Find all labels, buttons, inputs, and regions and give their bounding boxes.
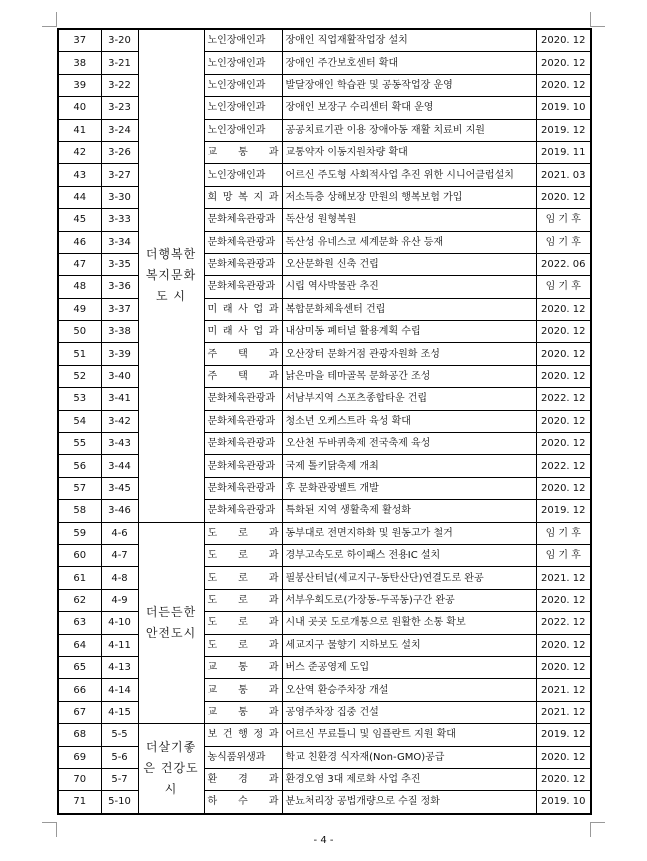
task-cell: 장애인 직업재활작업장 설치 <box>282 29 536 52</box>
table-row <box>58 544 591 566</box>
department-cell: 문화체육관광과 <box>204 433 282 455</box>
pledge-code: 3-27 <box>101 164 138 186</box>
task-cell: 독산성 원형복원 <box>282 209 536 231</box>
task-cell: 공영주차장 집중 건설 <box>282 701 536 723</box>
pledge-code: 4-7 <box>101 544 138 566</box>
task-cell: 저소득층 상해보장 만원의 행복보험 가입 <box>282 186 536 208</box>
department-cell: 교 통 과 <box>204 656 282 678</box>
table-row <box>58 746 591 768</box>
table-row <box>58 433 591 455</box>
department-cell: 문화체육관광과 <box>204 500 282 522</box>
row-number: 66 <box>58 679 101 701</box>
pledge-code: 3-37 <box>101 298 138 320</box>
department-cell: 희 망 복 지 과 <box>204 186 282 208</box>
department-cell: 문화체육관광과 <box>204 410 282 432</box>
task-cell: 서남부지역 스포츠종합타운 건립 <box>282 388 536 410</box>
task-cell: 복합문화체육센터 건립 <box>282 298 536 320</box>
row-number: 45 <box>58 209 101 231</box>
table-row <box>58 768 591 790</box>
task-cell: 오산역 환승주차장 개설 <box>282 679 536 701</box>
pledge-code: 3-33 <box>101 209 138 231</box>
table-row <box>58 500 591 522</box>
table-row <box>58 455 591 477</box>
department-cell: 문화체육관광과 <box>204 477 282 499</box>
completion-date: 2019. 12 <box>536 500 591 522</box>
row-number: 55 <box>58 433 101 455</box>
task-cell: 어르신 무료틀니 및 임플란트 지원 확대 <box>282 724 536 746</box>
pledge-code: 3-45 <box>101 477 138 499</box>
task-cell: 내삼미동 폐터널 활용계획 수립 <box>282 321 536 343</box>
row-number: 38 <box>58 52 101 74</box>
row-number: 69 <box>58 746 101 768</box>
department-cell: 도 로 과 <box>204 544 282 566</box>
completion-date: 2020. 12 <box>536 656 591 678</box>
department-cell: 노인장애인과 <box>204 119 282 141</box>
row-number: 52 <box>58 365 101 387</box>
department-cell: 노인장애인과 <box>204 74 282 96</box>
task-cell: 오산장터 문화거점 관광자원화 조성 <box>282 343 536 365</box>
task-cell: 낡은마을 테마골목 문화공간 조성 <box>282 365 536 387</box>
task-cell: 공공치료기관 이용 장애아동 재활 치료비 지원 <box>282 119 536 141</box>
pledge-code: 4-15 <box>101 701 138 723</box>
table-row <box>58 141 591 163</box>
completion-date: 임 기 후 <box>536 276 591 298</box>
pledge-code: 3-39 <box>101 343 138 365</box>
task-cell: 시립 역사박물관 추진 <box>282 276 536 298</box>
page-number: - 4 - <box>313 835 334 846</box>
department-cell: 노인장애인과 <box>204 52 282 74</box>
row-number: 53 <box>58 388 101 410</box>
task-cell: 국제 톨키닭축제 개최 <box>282 455 536 477</box>
table-row <box>58 97 591 119</box>
pledge-code: 3-44 <box>101 455 138 477</box>
row-number: 39 <box>58 74 101 96</box>
pledge-code: 5-6 <box>101 746 138 768</box>
department-cell: 도 로 과 <box>204 567 282 589</box>
completion-date: 2020. 12 <box>536 343 591 365</box>
row-number: 64 <box>58 634 101 656</box>
table-row <box>58 612 591 634</box>
row-number: 41 <box>58 119 101 141</box>
category-cell: 더살기좋은 건강도시 <box>138 724 204 814</box>
pledge-table-body <box>58 29 591 814</box>
table-row <box>58 365 591 387</box>
department-cell: 미 래 사 업 과 <box>204 321 282 343</box>
table-row <box>58 701 591 723</box>
task-cell: 발달장애인 학습관 및 공동작업장 운영 <box>282 74 536 96</box>
completion-date: 2021. 12 <box>536 567 591 589</box>
completion-date: 2019. 10 <box>536 97 591 119</box>
completion-date: 2020. 12 <box>536 29 591 52</box>
task-cell: 장애인 주간보호센터 확대 <box>282 52 536 74</box>
completion-date: 2019. 12 <box>536 724 591 746</box>
row-number: 56 <box>58 455 101 477</box>
table-row <box>58 567 591 589</box>
task-cell: 필봉산터널(세교지구-동탄산단)연결도로 완공 <box>282 567 536 589</box>
department-cell: 도 로 과 <box>204 634 282 656</box>
table-row <box>58 724 591 746</box>
row-number: 54 <box>58 410 101 432</box>
department-cell: 교 통 과 <box>204 679 282 701</box>
completion-date: 2019. 12 <box>536 119 591 141</box>
task-cell: 특화된 지역 생활축제 활성화 <box>282 500 536 522</box>
pledge-code: 3-42 <box>101 410 138 432</box>
table-row <box>58 656 591 678</box>
table-row <box>58 29 591 52</box>
task-cell: 장애인 보장구 수리센터 확대 운영 <box>282 97 536 119</box>
completion-date: 2019. 11 <box>536 141 591 163</box>
pledge-table <box>57 28 592 815</box>
crop-mark-top-right <box>590 12 605 27</box>
department-cell: 농식품위생과 <box>204 746 282 768</box>
table-row <box>58 589 591 611</box>
pledge-code: 3-23 <box>101 97 138 119</box>
department-cell: 교 통 과 <box>204 141 282 163</box>
row-number: 59 <box>58 522 101 544</box>
completion-date: 2022. 06 <box>536 253 591 275</box>
row-number: 57 <box>58 477 101 499</box>
completion-date: 2022. 12 <box>536 455 591 477</box>
completion-date: 2020. 12 <box>536 186 591 208</box>
pledge-code: 5-7 <box>101 768 138 790</box>
pledge-code: 3-35 <box>101 253 138 275</box>
completion-date: 2022. 12 <box>536 388 591 410</box>
row-number: 47 <box>58 253 101 275</box>
task-cell: 독산성 유네스코 세계문화 유산 등재 <box>282 231 536 253</box>
row-number: 46 <box>58 231 101 253</box>
department-cell: 문화체육관광과 <box>204 388 282 410</box>
row-number: 68 <box>58 724 101 746</box>
department-cell: 미 래 사 업 과 <box>204 298 282 320</box>
table-row <box>58 74 591 96</box>
pledge-code: 4-9 <box>101 589 138 611</box>
task-cell: 세교지구 물향기 지하보도 설치 <box>282 634 536 656</box>
pledge-code: 3-38 <box>101 321 138 343</box>
table-row <box>58 388 591 410</box>
task-cell: 경부고속도로 하이패스 전용IC 설치 <box>282 544 536 566</box>
row-number: 37 <box>58 29 101 52</box>
task-cell: 버스 준공영제 도입 <box>282 656 536 678</box>
pledge-code: 4-6 <box>101 522 138 544</box>
pledge-code: 3-46 <box>101 500 138 522</box>
department-cell: 문화체육관광과 <box>204 209 282 231</box>
completion-date: 2020. 12 <box>536 298 591 320</box>
completion-date: 2020. 12 <box>536 634 591 656</box>
table-row <box>58 119 591 141</box>
department-cell: 환 경 과 <box>204 768 282 790</box>
row-number: 71 <box>58 791 101 814</box>
pledge-code: 3-41 <box>101 388 138 410</box>
task-cell: 학교 친환경 식자재(Non-GMO)공급 <box>282 746 536 768</box>
row-number: 67 <box>58 701 101 723</box>
task-cell: 후 문화관광벨트 개발 <box>282 477 536 499</box>
pledge-code: 3-43 <box>101 433 138 455</box>
task-cell: 청소년 오케스트라 육성 확대 <box>282 410 536 432</box>
row-number: 42 <box>58 141 101 163</box>
task-cell: 동부대로 전면지하화 및 원동고가 철거 <box>282 522 536 544</box>
task-cell: 서부우회도로(가장동-두곡동)구간 완공 <box>282 589 536 611</box>
category-cell: 더행복한 복지문화 도 시 <box>138 29 204 522</box>
crop-mark-top-left <box>42 12 57 27</box>
department-cell: 도 로 과 <box>204 522 282 544</box>
table-row <box>58 52 591 74</box>
completion-date: 2020. 12 <box>536 321 591 343</box>
task-cell: 분뇨처리장 공법개량으로 수질 정화 <box>282 791 536 814</box>
table-row <box>58 522 591 544</box>
completion-date: 임 기 후 <box>536 544 591 566</box>
table-row <box>58 253 591 275</box>
department-cell: 주 택 과 <box>204 343 282 365</box>
table-row <box>58 298 591 320</box>
pledge-code: 3-20 <box>101 29 138 52</box>
table-row <box>58 791 591 814</box>
department-cell: 보 건 행 정 과 <box>204 724 282 746</box>
pledge-code: 4-10 <box>101 612 138 634</box>
department-cell: 교 통 과 <box>204 701 282 723</box>
completion-date: 임 기 후 <box>536 231 591 253</box>
table-row <box>58 164 591 186</box>
row-number: 65 <box>58 656 101 678</box>
department-cell: 노인장애인과 <box>204 164 282 186</box>
table-row <box>58 231 591 253</box>
pledge-code: 4-11 <box>101 634 138 656</box>
completion-date: 2021. 03 <box>536 164 591 186</box>
table-row <box>58 209 591 231</box>
row-number: 70 <box>58 768 101 790</box>
task-cell: 환경오염 3대 제로화 사업 추진 <box>282 768 536 790</box>
pledge-code: 3-30 <box>101 186 138 208</box>
task-cell: 오산천 두바퀴축제 전국축제 육성 <box>282 433 536 455</box>
department-cell: 도 로 과 <box>204 612 282 634</box>
completion-date: 2020. 12 <box>536 477 591 499</box>
department-cell: 노인장애인과 <box>204 97 282 119</box>
row-number: 51 <box>58 343 101 365</box>
pledge-code: 4-8 <box>101 567 138 589</box>
completion-date: 2020. 12 <box>536 52 591 74</box>
task-cell: 오산문화원 신축 건립 <box>282 253 536 275</box>
completion-date: 2020. 12 <box>536 365 591 387</box>
department-cell: 문화체육관광과 <box>204 276 282 298</box>
table-row <box>58 321 591 343</box>
pledge-code: 5-5 <box>101 724 138 746</box>
table-row <box>58 186 591 208</box>
department-cell: 문화체육관광과 <box>204 253 282 275</box>
completion-date: 2019. 10 <box>536 791 591 814</box>
pledge-code: 3-24 <box>101 119 138 141</box>
completion-date: 임 기 후 <box>536 522 591 544</box>
task-cell: 어르신 주도형 사회적사업 추진 위한 시니어클럽설치 <box>282 164 536 186</box>
table-row <box>58 634 591 656</box>
row-number: 62 <box>58 589 101 611</box>
pledge-code: 3-36 <box>101 276 138 298</box>
completion-date: 2020. 12 <box>536 433 591 455</box>
row-number: 44 <box>58 186 101 208</box>
completion-date: 2020. 12 <box>536 74 591 96</box>
department-cell: 도 로 과 <box>204 589 282 611</box>
table-row <box>58 276 591 298</box>
department-cell: 문화체육관광과 <box>204 231 282 253</box>
pledge-code: 4-13 <box>101 656 138 678</box>
task-cell: 시내 곳곳 도로개통으로 원활한 소통 확보 <box>282 612 536 634</box>
completion-date: 2020. 12 <box>536 746 591 768</box>
department-cell: 노인장애인과 <box>204 29 282 52</box>
pledge-code: 3-40 <box>101 365 138 387</box>
completion-date: 2020. 12 <box>536 768 591 790</box>
row-number: 58 <box>58 500 101 522</box>
table-row <box>58 477 591 499</box>
task-cell: 교통약자 이동지원차량 확대 <box>282 141 536 163</box>
department-cell: 하 수 과 <box>204 791 282 814</box>
row-number: 63 <box>58 612 101 634</box>
category-cell: 더든든한 안전도시 <box>138 522 204 724</box>
department-cell: 문화체육관광과 <box>204 455 282 477</box>
row-number: 61 <box>58 567 101 589</box>
table-row <box>58 343 591 365</box>
pledge-code: 3-34 <box>101 231 138 253</box>
row-number: 40 <box>58 97 101 119</box>
table-row <box>58 410 591 432</box>
completion-date: 임 기 후 <box>536 209 591 231</box>
pledge-code: 3-26 <box>101 141 138 163</box>
table-row <box>58 679 591 701</box>
row-number: 49 <box>58 298 101 320</box>
row-number: 50 <box>58 321 101 343</box>
row-number: 60 <box>58 544 101 566</box>
completion-date: 2020. 12 <box>536 410 591 432</box>
row-number: 48 <box>58 276 101 298</box>
pledge-code: 3-21 <box>101 52 138 74</box>
completion-date: 2021. 12 <box>536 679 591 701</box>
pledge-code: 3-22 <box>101 74 138 96</box>
row-number: 43 <box>58 164 101 186</box>
completion-date: 2020. 12 <box>536 589 591 611</box>
department-cell: 주 택 과 <box>204 365 282 387</box>
completion-date: 2022. 12 <box>536 612 591 634</box>
completion-date: 2021. 12 <box>536 701 591 723</box>
pledge-code: 4-14 <box>101 679 138 701</box>
pledge-code: 5-10 <box>101 791 138 814</box>
